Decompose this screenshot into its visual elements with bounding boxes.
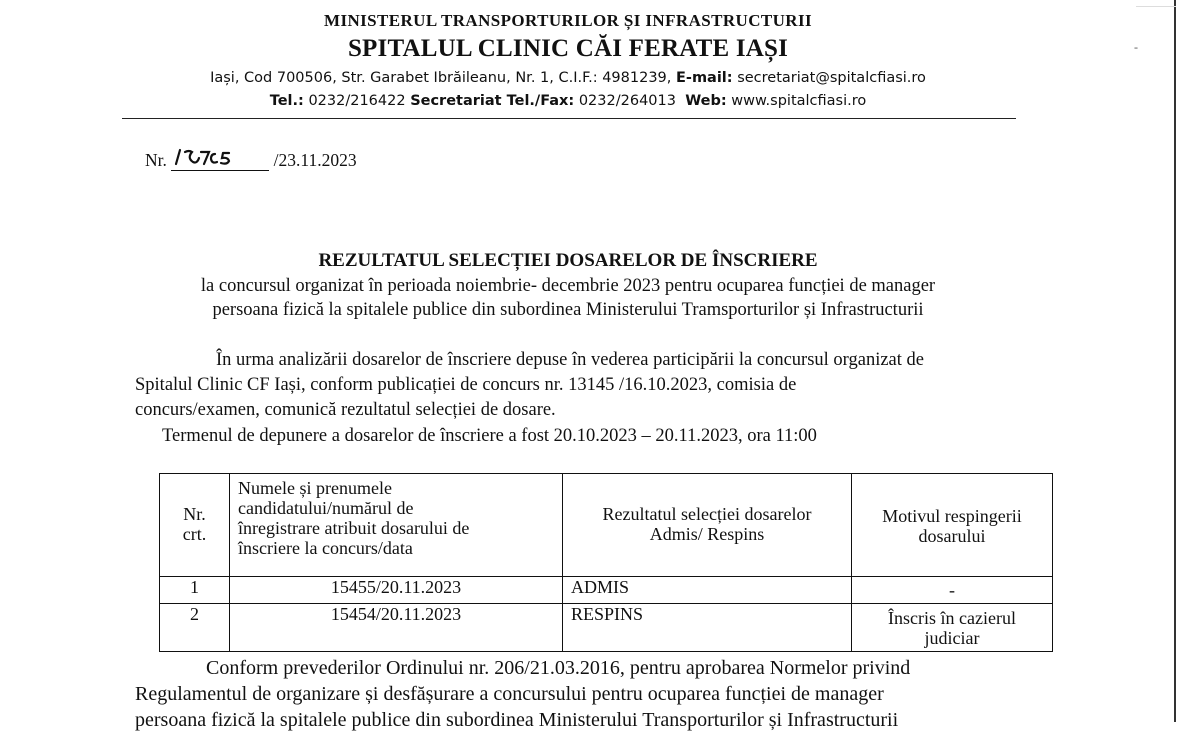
header-address-line [0, 70, 1136, 86]
web: www.spitalcfiasi.ro [731, 93, 867, 109]
row-2-nr: 2 [160, 604, 230, 652]
web-label: Web: [685, 93, 727, 109]
table-header-row [160, 474, 1053, 577]
row-1-nr: 1 [160, 577, 230, 604]
intro-line-1: În urma analizării dosarelor de înscriere depuse în vederea participării la concursul organizat de [216, 350, 924, 370]
email-label: E-mail: [676, 70, 733, 86]
fax-label: Secretariat Tel./Fax: [410, 93, 575, 109]
header-name-line-3: înregistrare atribuit dosarului de [238, 518, 470, 538]
row-2-reason-line-2: judiciar [924, 628, 980, 648]
fax: 0232/264013 [578, 93, 676, 109]
header-contact-line [0, 93, 1136, 109]
scan-mark: - [1134, 40, 1138, 54]
handwritten-number [171, 152, 269, 171]
header-nr-line-2: crt. [182, 524, 207, 544]
header-name-line-4: înscriere la concurs/data [238, 538, 413, 558]
results-table [159, 473, 1053, 652]
header-nr-line-1: Nr. [183, 504, 206, 524]
address: Iași, Cod 700506, Str. Garabet Ibrăileanu, Nr. 1, C.I.F.: 4981239, [210, 70, 672, 86]
page-corner [1136, 0, 1176, 7]
hospital-name: SPITALUL CLINIC CĂI FERATE IAȘI [347, 35, 789, 62]
header-rule [122, 118, 1016, 119]
ministry-name: MINISTERUL TRANSPORTURILOR ȘI INFRASTRUCTURII [324, 11, 812, 30]
row-1-name: 15455/20.11.2023 [230, 577, 563, 604]
document-title: REZULTATUL SELECȚIEI DOSARELOR DE ÎNSCRIERE [318, 250, 818, 271]
row-2-reason [852, 604, 1053, 652]
header-nr [160, 474, 230, 577]
intro-line-2: Spitalul Clinic CF Iași, conform publicației de concurs nr. 13145 /16.10.2023, comisia de [135, 375, 797, 395]
page-edge [1174, 0, 1176, 722]
row-2-reason-line-1: Înscris în cazierul [888, 608, 1016, 628]
row-1-reason: - [852, 577, 1053, 604]
doc-number-prefix: Nr. [145, 150, 167, 170]
deadline-text: Termenul de depunere a dosarelor de înscriere a fost 20.10.2023 – 20.11.2023, ora 11:00 [162, 426, 817, 446]
header-name-line-2: candidatului/numărul de [238, 498, 414, 518]
intro-line-3: concurs/examen, comunică rezultatul selecției de dosare. [135, 400, 556, 420]
closing-line-1: Conform prevederilor Ordinului nr. 206/21.03.2016, pentru aprobarea Normelor privind [206, 657, 911, 679]
email: secretariat@spitalcfiasi.ro [737, 70, 926, 86]
tel-label: Tel.: [269, 93, 304, 109]
subtitle-line-2: persoana fizică la spitalele publice din subordinea Ministerului Tramsporturilor și Infrastructurii [212, 300, 924, 320]
handwritten-number-signature [171, 146, 269, 168]
header-reason [852, 474, 1053, 577]
tel: 0232/216422 [308, 93, 406, 109]
closing-line-2: Regulamentul de organizare și desfășurare a concursului pentru ocuparea funcției de manager [135, 683, 884, 705]
header-name-line-1: Numele și prenumele [238, 478, 392, 498]
row-1-result: ADMIS [563, 577, 852, 604]
header-name [230, 474, 563, 577]
header-reason-line-2: dosarului [918, 526, 986, 546]
header-reason-line-1: Motivul respingerii [882, 506, 1022, 526]
header-result [563, 474, 852, 577]
header-result-line-2: Admis/ Respins [649, 524, 765, 544]
doc-date: /23.11.2023 [273, 150, 357, 170]
document-number [145, 150, 357, 171]
table-row [160, 604, 1053, 652]
header-result-line-1: Rezultatul selecției dosarelor [602, 504, 812, 524]
closing-line-3: persoana fizică la spitalele publice din subordinea Ministerului Transporturilor și Infrastructurii [135, 709, 899, 731]
row-2-result: RESPINS [563, 604, 852, 652]
row-2-name: 15454/20.11.2023 [230, 604, 563, 652]
subtitle-line-1: la concursul organizat în perioada noiembrie- decembrie 2023 pentru ocuparea funcției de manager [200, 276, 936, 296]
table-row [160, 577, 1053, 604]
